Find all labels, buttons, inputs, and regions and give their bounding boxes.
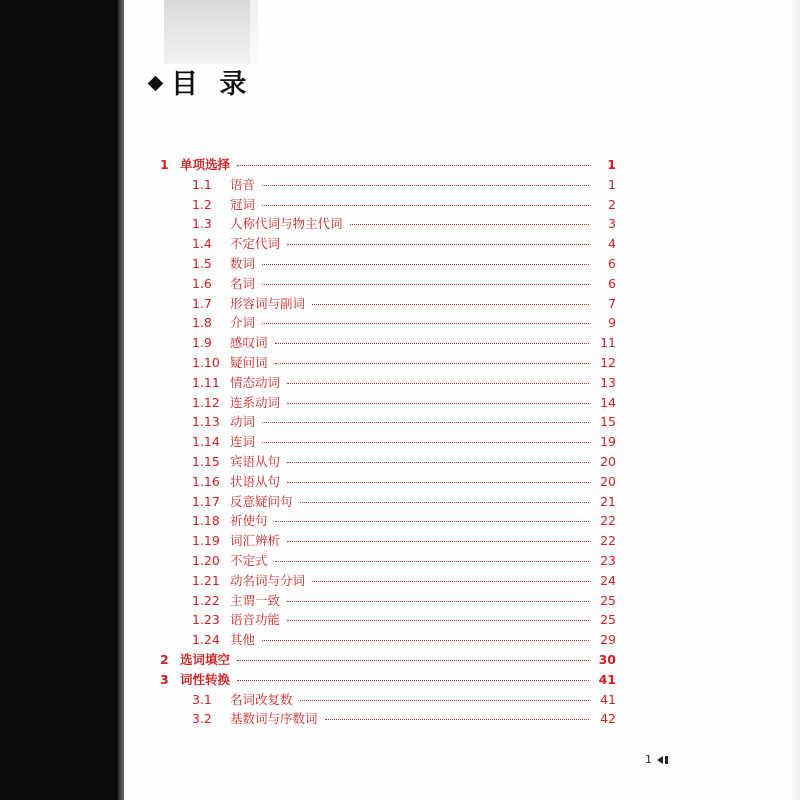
toc-entry-page: 12 <box>600 354 616 370</box>
toc-entry[interactable] <box>160 175 616 192</box>
toc-entry[interactable] <box>160 333 616 350</box>
toc-entry-label: 情态动词 <box>230 374 281 390</box>
toc-entry[interactable] <box>160 690 616 707</box>
triangle-left-icon <box>657 756 663 764</box>
table-of-contents <box>160 155 616 729</box>
toc-leader-dots <box>287 403 589 404</box>
toc-leader-dots <box>275 363 589 364</box>
toc-entry-number: 1.23 <box>192 612 220 628</box>
toc-leader-dots <box>237 165 589 166</box>
toc-leader-dots <box>262 442 589 443</box>
toc-leader-dots <box>237 680 589 681</box>
toc-entry[interactable] <box>160 432 616 449</box>
toc-entry[interactable] <box>160 313 616 330</box>
toc-entry-number: 3 <box>160 671 169 687</box>
toc-entry-number: 1.9 <box>192 335 212 351</box>
toc-entry-page: 6 <box>608 255 616 271</box>
toc-entry-label: 冠词 <box>230 196 256 212</box>
toc-entry-label: 介词 <box>230 315 256 331</box>
toc-entry-page: 1 <box>608 176 616 192</box>
toc-leader-dots <box>262 640 589 641</box>
toc-entry-number: 1.12 <box>192 394 220 410</box>
toc-entry-number: 3.2 <box>192 711 212 727</box>
toc-entry-label: 语音功能 <box>230 612 281 628</box>
diamond-icon <box>148 76 164 92</box>
toc-entry-page: 4 <box>608 236 616 252</box>
toc-entry-label: 状语从句 <box>230 473 281 489</box>
toc-entry-page: 21 <box>600 493 616 509</box>
toc-leader-dots <box>287 244 589 245</box>
toc-entry-label: 名词 <box>230 275 256 291</box>
toc-entry-page: 41 <box>598 671 616 687</box>
toc-entry-page: 29 <box>600 632 616 648</box>
toc-entry[interactable] <box>160 492 616 509</box>
toc-leader-dots <box>275 521 589 522</box>
toc-entry-number: 1.20 <box>192 552 220 568</box>
toc-entry[interactable] <box>160 234 616 251</box>
toc-entry-label: 数词 <box>230 255 256 271</box>
toc-entry-number: 1.13 <box>192 414 220 430</box>
toc-entry-number: 1.15 <box>192 453 220 469</box>
toc-entry-number: 1.8 <box>192 315 212 331</box>
toc-entry-page: 6 <box>608 275 616 291</box>
toc-entry-number: 1.5 <box>192 255 212 271</box>
toc-entry[interactable] <box>160 511 616 528</box>
toc-entry-label: 不定代词 <box>230 236 281 252</box>
toc-entry[interactable] <box>160 709 616 726</box>
toc-entry[interactable] <box>160 472 616 489</box>
toc-leader-dots <box>312 304 589 305</box>
toc-entry[interactable] <box>160 393 616 410</box>
toc-entry-label: 连系动词 <box>230 394 281 410</box>
toc-entry[interactable] <box>160 155 616 172</box>
toc-entry-page: 30 <box>598 651 616 667</box>
toc-entry-page: 14 <box>600 394 616 410</box>
toc-entry-page: 25 <box>600 592 616 608</box>
toc-leader-dots <box>275 561 589 562</box>
toc-entry[interactable] <box>160 670 616 687</box>
toc-entry-number: 1.14 <box>192 434 220 450</box>
toc-leader-dots <box>262 185 589 186</box>
toc-leader-dots <box>262 422 589 423</box>
toc-entry-label: 名词改复数 <box>230 691 293 707</box>
toc-entry-label: 人称代词与物主代词 <box>230 216 343 232</box>
toc-leader-dots <box>287 601 589 602</box>
toc-entry-label: 词汇辨析 <box>230 533 281 549</box>
book-spine-highlight <box>118 0 124 800</box>
toc-entry[interactable] <box>160 591 616 608</box>
toc-entry[interactable] <box>160 551 616 568</box>
page-footer <box>645 753 668 766</box>
toc-leader-dots <box>237 660 589 661</box>
toc-entry-number: 1.19 <box>192 533 220 549</box>
toc-entry[interactable] <box>160 214 616 231</box>
toc-entry-number: 3.1 <box>192 691 212 707</box>
toc-entry-page: 13 <box>600 374 616 390</box>
toc-entry[interactable] <box>160 274 616 291</box>
toc-entry-number: 1.1 <box>192 176 212 192</box>
toc-entry-label: 动词 <box>230 414 256 430</box>
toc-leader-dots <box>300 700 589 701</box>
toc-entry-number: 1.24 <box>192 632 220 648</box>
toc-entry-number: 1.11 <box>192 374 220 390</box>
toc-entry-label: 宾语从句 <box>230 453 281 469</box>
toc-entry-page: 9 <box>608 315 616 331</box>
toc-entry-label: 感叹词 <box>230 335 268 351</box>
toc-entry-page: 1 <box>607 157 616 172</box>
page-edge-shading <box>790 0 800 800</box>
toc-entry-label: 动名词与分词 <box>230 572 306 588</box>
toc-entry-number: 1.6 <box>192 275 212 291</box>
toc-entry-number: 1.22 <box>192 592 220 608</box>
toc-entry[interactable] <box>160 610 616 627</box>
toc-entry-label: 祈使句 <box>230 513 268 529</box>
toc-entry[interactable] <box>160 353 616 370</box>
toc-entry-label: 疑问词 <box>230 354 268 370</box>
toc-entry-page: 7 <box>608 295 616 311</box>
toc-leader-dots <box>262 323 589 324</box>
toc-entry[interactable] <box>160 254 616 271</box>
toc-entry-number: 1.7 <box>192 295 212 311</box>
toc-entry-label: 选词填空 <box>180 651 231 667</box>
toc-entry-page: 22 <box>600 533 616 549</box>
toc-entry-label: 语音 <box>230 176 256 192</box>
toc-leader-dots <box>350 224 589 225</box>
toc-entry[interactable] <box>160 531 616 548</box>
toc-entry-page: 20 <box>600 473 616 489</box>
toc-leader-dots <box>325 719 589 720</box>
toc-entry-page: 22 <box>600 513 616 529</box>
toc-entry-number: 1.17 <box>192 493 220 509</box>
toc-entry-page: 3 <box>608 216 616 232</box>
book-spine-edge <box>0 0 124 800</box>
toc-entry[interactable] <box>160 650 616 667</box>
toc-leader-dots <box>287 541 589 542</box>
toc-leader-dots <box>287 462 589 463</box>
toc-leader-dots <box>262 284 589 285</box>
toc-leader-dots <box>287 482 589 483</box>
toc-entry-number: 1 <box>160 157 169 172</box>
toc-leader-dots <box>262 264 589 265</box>
toc-entry-label: 反意疑问句 <box>230 493 293 509</box>
toc-entry-number: 1.16 <box>192 473 220 489</box>
header-decoration-block <box>164 0 250 64</box>
toc-entry-number: 1.3 <box>192 216 212 232</box>
toc-entry-label: 主谓一致 <box>230 592 281 608</box>
toc-entry[interactable] <box>160 412 616 429</box>
toc-entry-label: 单项选择 <box>180 157 231 172</box>
toc-entry[interactable] <box>160 294 616 311</box>
toc-entry-page: 20 <box>600 453 616 469</box>
footer-page-number: 1 <box>645 753 652 766</box>
toc-entry-page: 24 <box>600 572 616 588</box>
toc-entry-page: 42 <box>600 711 616 727</box>
toc-entry-label: 连词 <box>230 434 256 450</box>
toc-entry-page: 11 <box>600 335 616 351</box>
toc-leader-dots <box>287 383 589 384</box>
toc-entry[interactable] <box>160 571 616 588</box>
toc-entry-number: 2 <box>160 651 169 667</box>
toc-entry-label: 形容词与副词 <box>230 295 306 311</box>
toc-entry[interactable] <box>160 630 616 647</box>
toc-entry-page: 25 <box>600 612 616 628</box>
toc-entry-page: 23 <box>600 552 616 568</box>
toc-entry-number: 1.18 <box>192 513 220 529</box>
toc-entry[interactable] <box>160 452 616 469</box>
page-title-text: 目 录 <box>171 69 253 100</box>
toc-entry-number: 1.10 <box>192 354 220 370</box>
header-decoration-block-secondary <box>250 0 258 64</box>
toc-entry-page: 15 <box>600 414 616 430</box>
toc-leader-dots <box>275 343 589 344</box>
toc-entry-page: 2 <box>608 196 616 212</box>
toc-entry-page: 19 <box>600 434 616 450</box>
toc-leader-dots <box>287 620 589 621</box>
toc-entry[interactable] <box>160 195 616 212</box>
toc-entry[interactable] <box>160 373 616 390</box>
toc-leader-dots <box>312 581 589 582</box>
toc-entry-number: 1.21 <box>192 572 220 588</box>
toc-entry-label: 不定式 <box>230 552 268 568</box>
toc-entry-label: 基数词与序数词 <box>230 711 318 727</box>
toc-entry-label: 其他 <box>230 632 256 648</box>
toc-leader-dots <box>262 205 589 206</box>
toc-entry-number: 1.2 <box>192 196 212 212</box>
page-title <box>150 62 252 101</box>
toc-leader-dots <box>300 502 589 503</box>
toc-entry-page: 41 <box>600 691 616 707</box>
toc-entry-label: 词性转换 <box>180 671 231 687</box>
footer-bar-icon <box>665 756 668 764</box>
toc-entry-number: 1.4 <box>192 236 212 252</box>
